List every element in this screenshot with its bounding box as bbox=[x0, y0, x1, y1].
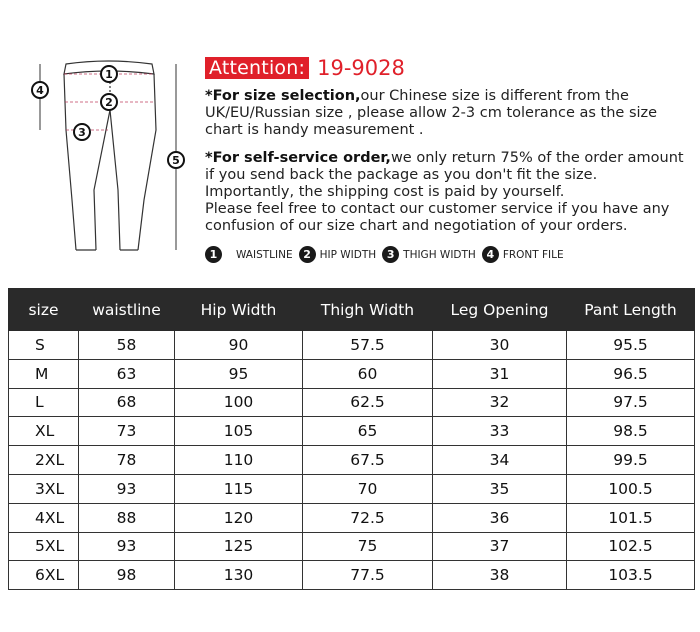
contact-text: Please feel free to contact our customer service if you have any confusion of our size chart and negotiation of your orders. bbox=[205, 201, 670, 234]
cell-thigh-width: 62.5 bbox=[303, 388, 433, 417]
cell-leg-opening: 37 bbox=[433, 532, 567, 561]
legend-item-thigh-width bbox=[382, 246, 476, 263]
cell-thigh-width: 67.5 bbox=[303, 446, 433, 475]
cell-pant-length: 100.5 bbox=[567, 474, 695, 503]
cell-leg-opening: 32 bbox=[433, 388, 567, 417]
cell-waistline: 58 bbox=[79, 331, 175, 360]
table-row bbox=[9, 532, 695, 561]
cell-pant-length: 101.5 bbox=[567, 503, 695, 532]
cell-size: 6XL bbox=[9, 561, 79, 590]
legend-number: 2 bbox=[299, 246, 316, 263]
legend-number: 3 bbox=[382, 246, 399, 263]
table-header-row bbox=[9, 289, 695, 331]
cell-size: 4XL bbox=[9, 503, 79, 532]
table-row bbox=[9, 561, 695, 590]
header-waistline: waistline bbox=[79, 289, 175, 331]
cell-hip-width: 90 bbox=[175, 331, 303, 360]
cell-leg-opening: 36 bbox=[433, 503, 567, 532]
legend-number: 4 bbox=[482, 246, 499, 263]
legend-label: FRONT FILE bbox=[502, 248, 564, 261]
cell-waistline: 68 bbox=[79, 388, 175, 417]
header-size: size bbox=[9, 289, 79, 331]
cell-pant-length: 97.5 bbox=[567, 388, 695, 417]
cell-thigh-width: 65 bbox=[303, 417, 433, 446]
cell-hip-width: 120 bbox=[175, 503, 303, 532]
legend-label: THIGH WIDTH bbox=[403, 248, 476, 261]
cell-leg-opening: 31 bbox=[433, 359, 567, 388]
size-selection-bold: *For size selection, bbox=[205, 88, 361, 104]
table-row bbox=[9, 331, 695, 360]
cell-hip-width: 115 bbox=[175, 474, 303, 503]
cell-waistline: 78 bbox=[79, 446, 175, 475]
legend-item-waistline bbox=[205, 246, 293, 263]
cell-thigh-width: 75 bbox=[303, 532, 433, 561]
cell-pant-length: 102.5 bbox=[567, 532, 695, 561]
marker-5: 5 bbox=[172, 154, 180, 167]
table-row bbox=[9, 446, 695, 475]
cell-waistline: 88 bbox=[79, 503, 175, 532]
cell-hip-width: 105 bbox=[175, 417, 303, 446]
marker-1: 1 bbox=[105, 68, 113, 81]
cell-thigh-width: 60 bbox=[303, 359, 433, 388]
self-service-bold: *For self-service order, bbox=[205, 150, 391, 166]
cell-thigh-width: 72.5 bbox=[303, 503, 433, 532]
cell-hip-width: 125 bbox=[175, 532, 303, 561]
pants-diagram bbox=[28, 50, 198, 270]
size-selection-text: our Chinese size is different from the UK/EU/Russian size , please allow 2-3 cm tolerance as the size chart is handy measurement . bbox=[205, 88, 658, 138]
cell-thigh-width: 57.5 bbox=[303, 331, 433, 360]
legend-number: 1 bbox=[205, 246, 222, 263]
cell-waistline: 93 bbox=[79, 474, 175, 503]
legend-label: HIP WIDTH bbox=[319, 248, 377, 261]
cell-leg-opening: 34 bbox=[433, 446, 567, 475]
attention-badge: Attention: bbox=[205, 57, 309, 79]
measurement-legend bbox=[205, 246, 570, 263]
cell-size: 2XL bbox=[9, 446, 79, 475]
cell-leg-opening: 35 bbox=[433, 474, 567, 503]
size-selection-note bbox=[205, 88, 685, 139]
cell-pant-length: 98.5 bbox=[567, 417, 695, 446]
header-leg-opening: Leg Opening bbox=[433, 289, 567, 331]
cell-size: M bbox=[9, 359, 79, 388]
table-body bbox=[9, 331, 695, 590]
legend-item-front-file bbox=[482, 246, 564, 263]
legend-label: WAISTLINE bbox=[236, 248, 293, 261]
cell-waistline: 98 bbox=[79, 561, 175, 590]
cell-hip-width: 110 bbox=[175, 446, 303, 475]
cell-leg-opening: 38 bbox=[433, 561, 567, 590]
header-thigh-width: Thigh Width bbox=[303, 289, 433, 331]
header-pant-length: Pant Length bbox=[567, 289, 695, 331]
cell-thigh-width: 70 bbox=[303, 474, 433, 503]
marker-3: 3 bbox=[78, 126, 86, 139]
table-row bbox=[9, 503, 695, 532]
attention-heading bbox=[205, 56, 405, 80]
table-row bbox=[9, 474, 695, 503]
cell-pant-length: 103.5 bbox=[567, 561, 695, 590]
cell-size: 5XL bbox=[9, 532, 79, 561]
size-chart-table bbox=[8, 288, 695, 590]
cell-leg-opening: 33 bbox=[433, 417, 567, 446]
cell-size: XL bbox=[9, 417, 79, 446]
header-hip-width: Hip Width bbox=[175, 289, 303, 331]
marker-4: 4 bbox=[36, 84, 44, 97]
cell-size: L bbox=[9, 388, 79, 417]
cell-waistline: 63 bbox=[79, 359, 175, 388]
self-service-note bbox=[205, 150, 685, 235]
cell-hip-width: 100 bbox=[175, 388, 303, 417]
legend-item-hip-width bbox=[299, 246, 377, 263]
cell-pant-length: 96.5 bbox=[567, 359, 695, 388]
marker-2: 2 bbox=[105, 96, 113, 109]
cell-hip-width: 95 bbox=[175, 359, 303, 388]
cell-waistline: 73 bbox=[79, 417, 175, 446]
cell-size: S bbox=[9, 331, 79, 360]
cell-pant-length: 95.5 bbox=[567, 331, 695, 360]
table-row bbox=[9, 359, 695, 388]
table-row bbox=[9, 417, 695, 446]
product-code: 19-9028 bbox=[317, 56, 405, 80]
cell-pant-length: 99.5 bbox=[567, 446, 695, 475]
cell-size: 3XL bbox=[9, 474, 79, 503]
cell-thigh-width: 77.5 bbox=[303, 561, 433, 590]
table-row bbox=[9, 388, 695, 417]
cell-hip-width: 130 bbox=[175, 561, 303, 590]
cell-leg-opening: 30 bbox=[433, 331, 567, 360]
self-service-text: we only return 75% of the order amount if you send back the package as you don't fit the size. Importantly, the shipping cost is paid by yourself. bbox=[205, 150, 684, 200]
cell-waistline: 93 bbox=[79, 532, 175, 561]
